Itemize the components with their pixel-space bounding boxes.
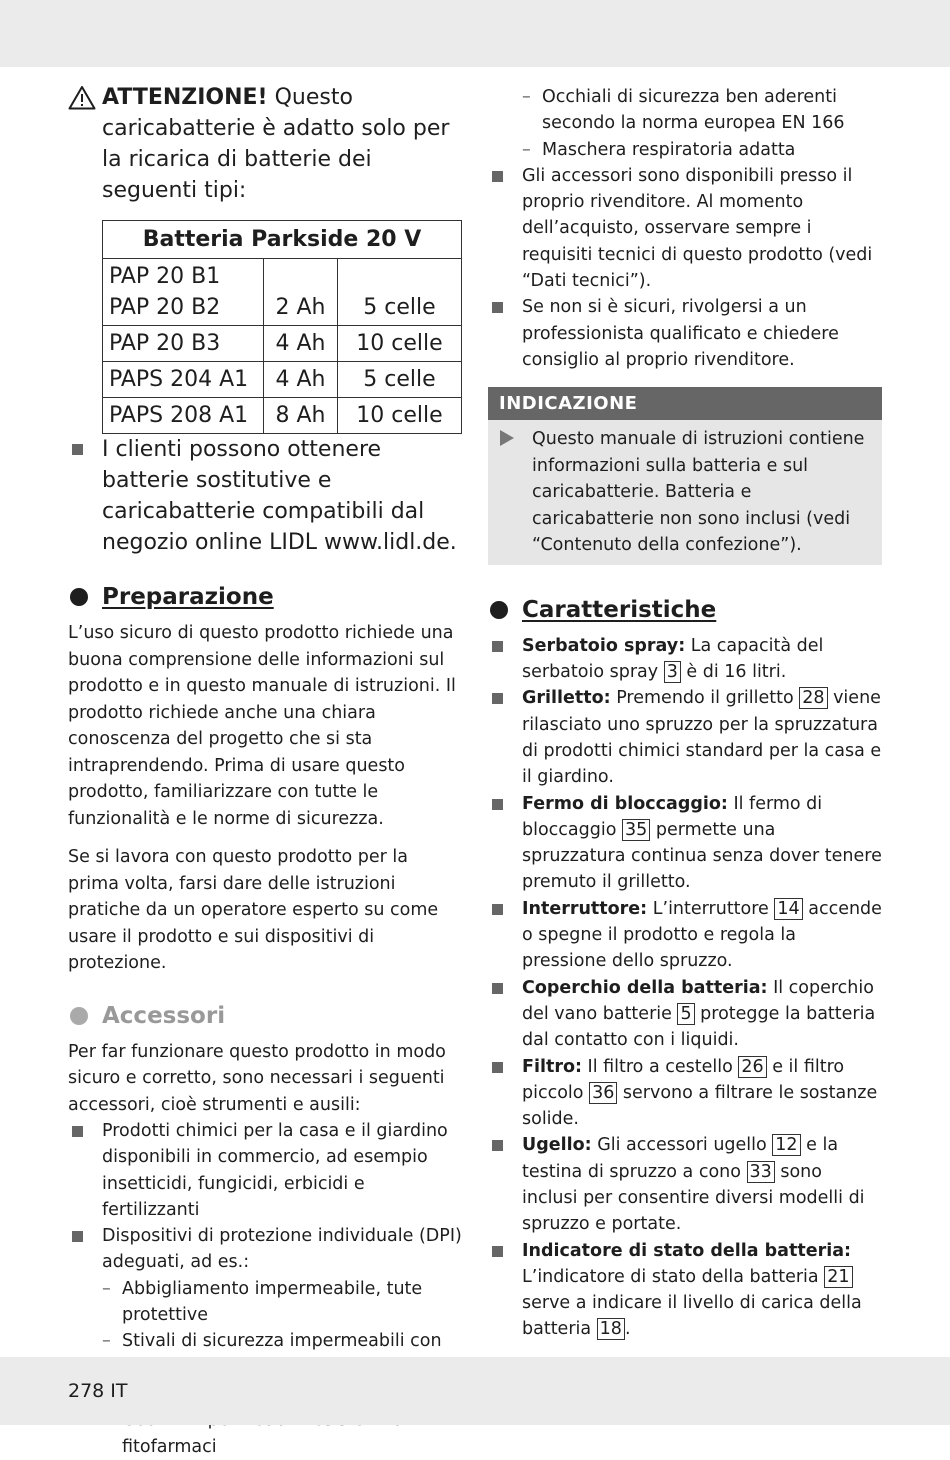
right-column [488, 84, 882, 1343]
battery-table-header: Batteria Parkside 20 V [103, 221, 462, 259]
warning-label: ATTENZIONE! [102, 85, 268, 110]
battery-cells: 5 celle [338, 362, 462, 398]
customer-note-list [68, 434, 463, 558]
list-item: – Maschera respiratoria adatta [522, 137, 882, 163]
square-bullet-icon [492, 302, 503, 313]
part-reference: 36 [589, 1082, 617, 1104]
list-item: – Occhiali di sicurezza ben aderenti secondo la norma europea EN 166 [522, 84, 882, 137]
battery-model: PAPS 204 A1 [103, 362, 264, 398]
part-reference: 21 [824, 1266, 852, 1288]
feature-fermo: Fermo di bloccaggio: Il fermo di bloccaggio 35 permette una spruzzatura continua senza dover tenere premuto il grilletto. [488, 791, 882, 896]
battery-capacity: 8 Ah [264, 398, 338, 434]
battery-cells: 10 celle [338, 398, 462, 434]
feature-filtro: Filtro: Il filtro a cestello 26 e il filtro piccolo 36 servono a filtrare le sostanze solide. [488, 1054, 882, 1133]
warning-text: Questo caricabatterie è adatto solo per la ricarica di batterie dei seguenti tipi: [102, 85, 450, 203]
page-number: 278 IT [68, 1380, 128, 1402]
square-bullet-icon [492, 171, 503, 182]
part-reference: 18 [597, 1318, 625, 1340]
section-title-preparazione: Preparazione [68, 582, 463, 612]
note-heading: INDICAZIONE [488, 387, 882, 420]
feature-indicatore: Indicatore di stato della batteria: L’indicatore di stato della batteria 21 serve a indicare il livello di carica della batteria 18 . [488, 1238, 882, 1343]
dpi-sub-list-continued [522, 84, 882, 163]
battery-capacity: 4 Ah [264, 362, 338, 398]
accessori-list-continued [488, 163, 882, 373]
dash-bullet-icon: – [102, 1331, 111, 1352]
feature-grilletto: Grilletto: Premendo il grilletto 28 viene rilasciato uno spruzzo per la spruzzatura di prodotti chimici standard per la casa e il giardino. [488, 685, 882, 790]
table-row [103, 326, 462, 362]
section-title-accessori: Accessori [68, 1001, 463, 1031]
part-reference: 3 [664, 661, 681, 683]
feature-interruttore: Interruttore: L’interruttore 14 accende o spegne il prodotto e regola la pressione dello spruzzo. [488, 896, 882, 975]
feature-ugello: Ugello: Gli accessori ugello 12 e la testina di spruzzo a cono 33 sono inclusi per consentire diversi modelli di spruzzo e portate. [488, 1132, 882, 1237]
warning-triangle-icon [68, 85, 96, 110]
battery-capacity: 4 Ah [264, 326, 338, 362]
square-bullet-icon [72, 444, 83, 455]
list-item: Se non si è sicuri, rivolgersi a un professionista qualificato e chiedere consiglio al proprio rivenditore. [488, 294, 882, 373]
battery-model: PAPS 208 A1 [103, 398, 264, 434]
battery-capacity: 2 Ah [264, 259, 338, 326]
part-reference: 12 [772, 1134, 800, 1156]
list-item: fitofarmaci [102, 1407, 463, 1460]
battery-cells: 5 celle [338, 259, 462, 326]
square-bullet-icon [492, 1062, 503, 1073]
bullet-dot-icon [490, 601, 508, 619]
square-bullet-icon [72, 1231, 83, 1242]
battery-table [102, 220, 462, 434]
dash-bullet-icon: – [522, 139, 531, 160]
bullet-dot-icon [70, 1007, 88, 1025]
square-bullet-icon [492, 1246, 503, 1257]
feature-serbatoio: Serbatoio spray: La capacità del serbatoio spray 3 è di 16 litri. [488, 633, 882, 686]
note-box [488, 387, 882, 565]
part-reference: 35 [622, 819, 650, 841]
table-row [103, 362, 462, 398]
top-band [0, 0, 950, 67]
square-bullet-icon [492, 799, 503, 810]
dash-bullet-icon: – [522, 87, 531, 107]
accessori-intro: Per far funzionare questo prodotto in modo sicuro e corretto, sono necessari i seguenti accessori, cioè strumenti e ausili: [68, 1041, 446, 1115]
table-row [103, 398, 462, 434]
square-bullet-icon [492, 904, 503, 915]
features-list [488, 633, 882, 1343]
list-item: Prodotti chimici per la casa e il giardino disponibili in commercio, ad esempio insetticidi, fungicidi, erbicidi e fertilizzanti [68, 1118, 463, 1223]
battery-model: PAP 20 B3 [103, 326, 264, 362]
list-item: Dispositivi di protezione individuale (DPI) adeguati, ad es.: – Abbigliamento impermeabile, tute protettive – Stivali di sicurezza impermeabili con fitofarmaci [68, 1223, 463, 1460]
warning-paragraph [68, 82, 463, 206]
dash-bullet-icon: – [102, 1278, 111, 1299]
square-bullet-icon [492, 641, 503, 652]
arrow-right-icon [500, 430, 514, 446]
part-reference: 14 [774, 898, 802, 920]
square-bullet-icon [72, 1126, 83, 1137]
bullet-dot-icon [70, 588, 88, 606]
note-body [488, 420, 882, 565]
bottom-band [0, 1357, 950, 1425]
square-bullet-icon [492, 693, 503, 704]
square-bullet-icon [492, 983, 503, 994]
part-reference: 28 [799, 687, 827, 709]
section-title-caratteristiche: Caratteristiche [488, 595, 882, 625]
part-reference: 5 [677, 1003, 694, 1025]
preparazione-paragraph-2: Se si lavora con questo prodotto per la prima volta, farsi dare delle istruzioni pratiche da un operatore esperto su come usare il prodotto e sui dispositivi di protezione. [68, 847, 439, 973]
battery-model: PAP 20 B1 [109, 264, 221, 289]
left-column [68, 82, 463, 1460]
list-item: – Stivali di sicurezza impermeabili con [102, 1328, 463, 1407]
part-reference: 33 [747, 1161, 775, 1183]
battery-model: PAP 20 B2 [109, 295, 221, 320]
battery-cells: 10 celle [338, 326, 462, 362]
table-row [103, 259, 462, 326]
square-bullet-icon [492, 1140, 503, 1151]
list-item [68, 434, 463, 558]
part-reference: 26 [738, 1056, 766, 1078]
list-item: Gli accessori sono disponibili presso il proprio rivenditore. Al momento dell’acquisto, osservare sempre i requisiti tecnici di questo prodotto (vedi “Dati tecnici”). [488, 163, 882, 294]
note-text: Questo manuale di istruzioni contiene informazioni sulla batteria e sul caricabatterie. Batteria e caricabatterie non sono inclusi (vedi “Contenuto della confezione”). [532, 429, 865, 556]
customer-note-text: I clienti possono ottenere batterie sostitutive e caricabatterie compatibili dal negozio online LIDL www.lidl.de. [102, 437, 457, 555]
feature-coperchio: Coperchio della batteria: Il coperchio del vano batterie 5 protegge la batteria dal contatto con i liquidi. [488, 975, 882, 1054]
list-item: – Abbigliamento impermeabile, tute protettive [102, 1276, 463, 1329]
preparazione-paragraph-1: L’uso sicuro di questo prodotto richiede una buona comprensione delle informazioni sul prodotto e in questo manuale di istruzioni. Il prodotto richiede anche una chiara conoscenza del progetto che si sta intraprendendo. Prima di usare questo prodotto, familiarizzare con tutte le funzionalità e le norme di sicurezza. [68, 623, 456, 829]
